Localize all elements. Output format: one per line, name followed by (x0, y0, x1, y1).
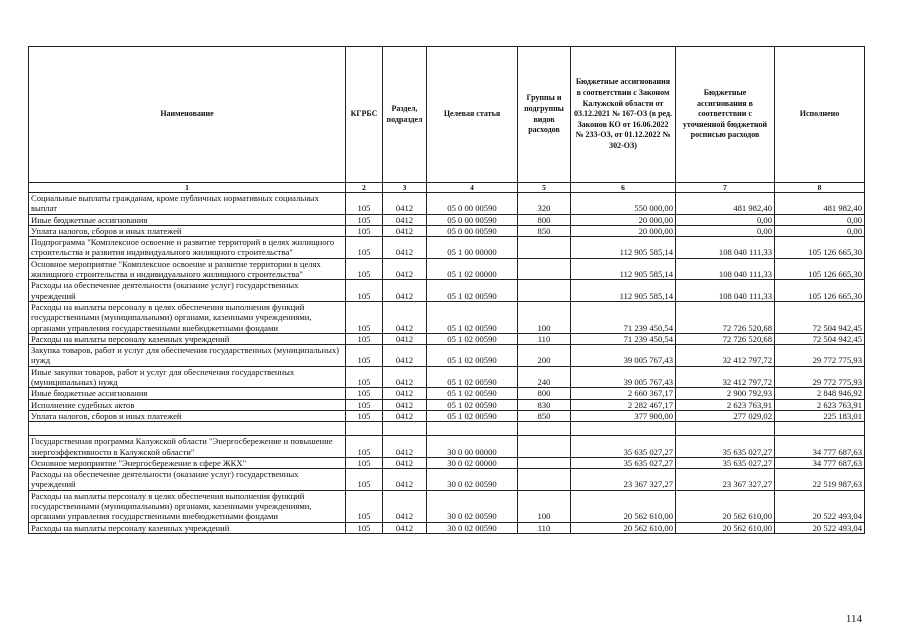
cell-name: Государственная программа Калужской области "Энергосбережение и повышение энергоэффективности в Калужской области" (29, 436, 346, 458)
cell-law-amount: 112 905 585,14 (571, 280, 676, 302)
cell-refined-amount: 0,00 (676, 225, 775, 236)
cell-name: Основное мероприятие "Комплексное освоение и развитие территории в целях жилищного строительства и индивидуального жилищного строительства" (29, 258, 346, 280)
cell-section: 0412 (383, 436, 427, 458)
cell-kgrbs: 105 (346, 388, 383, 399)
cell-executed-amount (775, 422, 865, 436)
cell-executed-amount: 225 183,01 (775, 410, 865, 421)
cell-name: Иные бюджетные ассигнования (29, 214, 346, 225)
cell-refined-amount: 481 982,40 (676, 193, 775, 215)
cell-law-amount (571, 422, 676, 436)
cell-refined-amount: 2 623 763,91 (676, 399, 775, 410)
cell-section: 0412 (383, 258, 427, 280)
cell-executed-amount: 72 504 942,45 (775, 301, 865, 333)
cell-law-amount: 377 900,00 (571, 410, 676, 421)
cell-name: Подпрограмма "Комплексное освоение и развитие территорий в целях жилищного строительства и развития индивидуального жилищного строительства" (29, 237, 346, 259)
cell-section: 0412 (383, 366, 427, 388)
cell-law-amount: 550 000,00 (571, 193, 676, 215)
cell-executed-amount: 0,00 (775, 214, 865, 225)
cell-article: 30 0 02 00590 (427, 469, 518, 491)
cell-name: Расходы на выплаты персоналу казенных учреждений (29, 522, 346, 533)
table-row (29, 436, 865, 458)
table-row (29, 333, 865, 344)
cell-section: 0412 (383, 193, 427, 215)
header-kgrbs: КГРБС (346, 47, 383, 183)
cell-name: Иные закупки товаров, работ и услуг для обеспечения государственных (муниципальных) нужд (29, 366, 346, 388)
cell-refined-amount: 108 040 111,33 (676, 280, 775, 302)
cell-group (518, 237, 571, 259)
cell-law-amount: 39 005 767,43 (571, 345, 676, 367)
cell-name: Уплата налогов, сборов и иных платежей (29, 410, 346, 421)
table-row (29, 280, 865, 302)
cell-article (427, 422, 518, 436)
column-number-row (29, 183, 865, 193)
cell-name: Расходы на выплаты персоналу в целях обеспечения выполнения функций государственными (муниципальными) органами, казенными учреждениями, органами управления государственными внебюджетными фондами (29, 490, 346, 522)
cell-refined-amount: 23 367 327,27 (676, 469, 775, 491)
cell-article: 30 0 02 00590 (427, 490, 518, 522)
cell-executed-amount: 34 777 687,63 (775, 436, 865, 458)
table-row (29, 301, 865, 333)
cell-article: 05 1 02 00590 (427, 410, 518, 421)
cell-executed-amount: 481 982,40 (775, 193, 865, 215)
column-number: 2 (346, 183, 383, 193)
cell-law-amount: 20 000,00 (571, 225, 676, 236)
cell-section: 0412 (383, 399, 427, 410)
cell-group (518, 258, 571, 280)
cell-law-amount: 20 000,00 (571, 214, 676, 225)
cell-section (383, 422, 427, 436)
cell-kgrbs: 105 (346, 193, 383, 215)
cell-article: 30 0 02 00590 (427, 522, 518, 533)
table-row (29, 490, 865, 522)
table-row (29, 399, 865, 410)
cell-law-amount: 112 905 585,14 (571, 258, 676, 280)
cell-executed-amount: 72 504 942,45 (775, 333, 865, 344)
cell-section: 0412 (383, 410, 427, 421)
cell-article: 05 1 02 00590 (427, 366, 518, 388)
table-row (29, 214, 865, 225)
cell-kgrbs: 105 (346, 457, 383, 468)
cell-article: 05 1 02 00590 (427, 345, 518, 367)
cell-kgrbs (346, 422, 383, 436)
budget-report-sheet (28, 46, 864, 534)
table-row (29, 258, 865, 280)
cell-law-amount: 39 005 767,43 (571, 366, 676, 388)
table-row (29, 345, 865, 367)
cell-kgrbs: 105 (346, 436, 383, 458)
cell-law-amount: 35 635 027,27 (571, 457, 676, 468)
cell-refined-amount: 108 040 111,33 (676, 237, 775, 259)
cell-article: 05 1 02 00590 (427, 301, 518, 333)
column-number: 4 (427, 183, 518, 193)
header-row (29, 47, 865, 183)
cell-refined-amount: 20 562 610,00 (676, 522, 775, 533)
cell-group (518, 280, 571, 302)
cell-executed-amount: 2 623 763,91 (775, 399, 865, 410)
cell-executed-amount: 29 772 775,93 (775, 366, 865, 388)
cell-group: 110 (518, 333, 571, 344)
column-number: 1 (29, 183, 346, 193)
cell-executed-amount: 105 126 665,30 (775, 237, 865, 259)
cell-law-amount: 20 562 610,00 (571, 490, 676, 522)
cell-group: 850 (518, 410, 571, 421)
column-number: 7 (676, 183, 775, 193)
cell-law-amount: 71 239 450,54 (571, 333, 676, 344)
cell-kgrbs: 105 (346, 522, 383, 533)
header-article: Целевая статья (427, 47, 518, 183)
cell-refined-amount: 72 726 520,68 (676, 301, 775, 333)
cell-name: Расходы на выплаты персоналу в целях обеспечения выполнения функций государственными (муниципальными) органами, казенными учреждениями, органами управления государственными внебюджетными фондами (29, 301, 346, 333)
cell-kgrbs: 105 (346, 225, 383, 236)
table-row (29, 225, 865, 236)
cell-law-amount: 112 905 585,14 (571, 237, 676, 259)
cell-name: Основное мероприятие "Энергосбережение в сфере ЖКХ" (29, 457, 346, 468)
cell-article: 05 1 02 00590 (427, 388, 518, 399)
cell-refined-amount (676, 422, 775, 436)
cell-refined-amount: 0,00 (676, 214, 775, 225)
cell-law-amount: 20 562 610,00 (571, 522, 676, 533)
cell-group: 830 (518, 399, 571, 410)
cell-section: 0412 (383, 469, 427, 491)
cell-refined-amount: 35 635 027,27 (676, 457, 775, 468)
cell-kgrbs: 105 (346, 366, 383, 388)
cell-kgrbs: 105 (346, 399, 383, 410)
cell-executed-amount: 105 126 665,30 (775, 280, 865, 302)
cell-group: 240 (518, 366, 571, 388)
header-law-allocations: Бюджетные ассигнования в соответствии с Законом Калужской области от 03.12.2021 № 167-ОЗ (в ред. Законов КО от 16.06.2022 № 233-ОЗ, от 01.12.2022 № 302-ОЗ) (571, 47, 676, 183)
column-number: 5 (518, 183, 571, 193)
cell-kgrbs: 105 (346, 333, 383, 344)
cell-section: 0412 (383, 345, 427, 367)
table-row (29, 237, 865, 259)
cell-kgrbs: 105 (346, 237, 383, 259)
cell-section: 0412 (383, 457, 427, 468)
cell-name: Расходы на выплаты персоналу казенных учреждений (29, 333, 346, 344)
table-row (29, 193, 865, 215)
table-row (29, 410, 865, 421)
header-name: Наименование (29, 47, 346, 183)
cell-section: 0412 (383, 388, 427, 399)
table-row (29, 388, 865, 399)
cell-executed-amount: 2 848 946,92 (775, 388, 865, 399)
cell-name: Расходы на обеспечение деятельности (оказание услуг) государственных учреждений (29, 280, 346, 302)
cell-article: 05 1 02 00590 (427, 399, 518, 410)
cell-name (29, 422, 346, 436)
cell-section: 0412 (383, 522, 427, 533)
header-section: Раздел, подраздел (383, 47, 427, 183)
cell-refined-amount: 32 412 797,72 (676, 345, 775, 367)
cell-refined-amount: 72 726 520,68 (676, 333, 775, 344)
cell-refined-amount: 35 635 027,27 (676, 436, 775, 458)
cell-section: 0412 (383, 214, 427, 225)
cell-section: 0412 (383, 333, 427, 344)
cell-group: 100 (518, 490, 571, 522)
cell-group: 200 (518, 345, 571, 367)
cell-article: 05 0 00 00590 (427, 214, 518, 225)
cell-refined-amount: 32 412 797,72 (676, 366, 775, 388)
cell-group (518, 422, 571, 436)
cell-refined-amount: 2 900 792,93 (676, 388, 775, 399)
cell-group: 800 (518, 388, 571, 399)
table-row (29, 469, 865, 491)
cell-kgrbs: 105 (346, 410, 383, 421)
cell-kgrbs: 105 (346, 345, 383, 367)
cell-article: 05 1 02 00000 (427, 258, 518, 280)
cell-law-amount: 35 635 027,27 (571, 436, 676, 458)
cell-group: 800 (518, 214, 571, 225)
cell-section: 0412 (383, 490, 427, 522)
cell-name: Расходы на обеспечение деятельности (оказание услуг) государственных учреждений (29, 469, 346, 491)
cell-article: 05 1 02 00590 (427, 280, 518, 302)
cell-refined-amount: 20 562 610,00 (676, 490, 775, 522)
table-row (29, 366, 865, 388)
cell-executed-amount: 34 777 687,63 (775, 457, 865, 468)
cell-law-amount: 2 660 367,17 (571, 388, 676, 399)
cell-law-amount: 71 239 450,54 (571, 301, 676, 333)
cell-executed-amount: 20 522 493,04 (775, 522, 865, 533)
cell-group: 100 (518, 301, 571, 333)
cell-group: 850 (518, 225, 571, 236)
cell-section: 0412 (383, 225, 427, 236)
cell-name: Уплата налогов, сборов и иных платежей (29, 225, 346, 236)
column-number: 8 (775, 183, 865, 193)
cell-executed-amount: 22 519 987,63 (775, 469, 865, 491)
cell-law-amount: 23 367 327,27 (571, 469, 676, 491)
cell-kgrbs: 105 (346, 301, 383, 333)
cell-group (518, 436, 571, 458)
header-executed: Исполнено (775, 47, 865, 183)
cell-group (518, 457, 571, 468)
cell-executed-amount: 20 522 493,04 (775, 490, 865, 522)
cell-section: 0412 (383, 237, 427, 259)
cell-kgrbs: 105 (346, 490, 383, 522)
cell-law-amount: 2 282 467,17 (571, 399, 676, 410)
page-number: 114 (845, 613, 862, 625)
table-row (29, 422, 865, 436)
cell-name: Закупка товаров, работ и услуг для обеспечения государственных (муниципальных) нужд (29, 345, 346, 367)
cell-kgrbs: 105 (346, 280, 383, 302)
cell-kgrbs: 105 (346, 214, 383, 225)
cell-section: 0412 (383, 280, 427, 302)
cell-article: 05 1 00 00000 (427, 237, 518, 259)
cell-article: 30 0 02 00000 (427, 457, 518, 468)
cell-refined-amount: 108 040 111,33 (676, 258, 775, 280)
cell-kgrbs: 105 (346, 258, 383, 280)
cell-section: 0412 (383, 301, 427, 333)
cell-executed-amount: 105 126 665,30 (775, 258, 865, 280)
cell-kgrbs: 105 (346, 469, 383, 491)
cell-executed-amount: 0,00 (775, 225, 865, 236)
cell-article: 05 0 00 00590 (427, 225, 518, 236)
cell-article: 05 0 00 00590 (427, 193, 518, 215)
cell-article: 30 0 00 00000 (427, 436, 518, 458)
table-row (29, 522, 865, 533)
cell-group: 320 (518, 193, 571, 215)
cell-executed-amount: 29 772 775,93 (775, 345, 865, 367)
header-groups: Группы и подгруппы видов расходов (518, 47, 571, 183)
cell-group (518, 469, 571, 491)
cell-article: 05 1 02 00590 (427, 333, 518, 344)
cell-refined-amount: 277 029,02 (676, 410, 775, 421)
column-number: 3 (383, 183, 427, 193)
budget-table (28, 46, 865, 534)
cell-name: Иные бюджетные ассигнования (29, 388, 346, 399)
header-refined-allocations: Бюджетные ассигнования в соответствии с уточненной бюджетной росписью расходов (676, 47, 775, 183)
column-number: 6 (571, 183, 676, 193)
cell-name: Исполнение судебных актов (29, 399, 346, 410)
table-row (29, 457, 865, 468)
cell-group: 110 (518, 522, 571, 533)
cell-name: Социальные выплаты гражданам, кроме публичных нормативных социальных выплат (29, 193, 346, 215)
